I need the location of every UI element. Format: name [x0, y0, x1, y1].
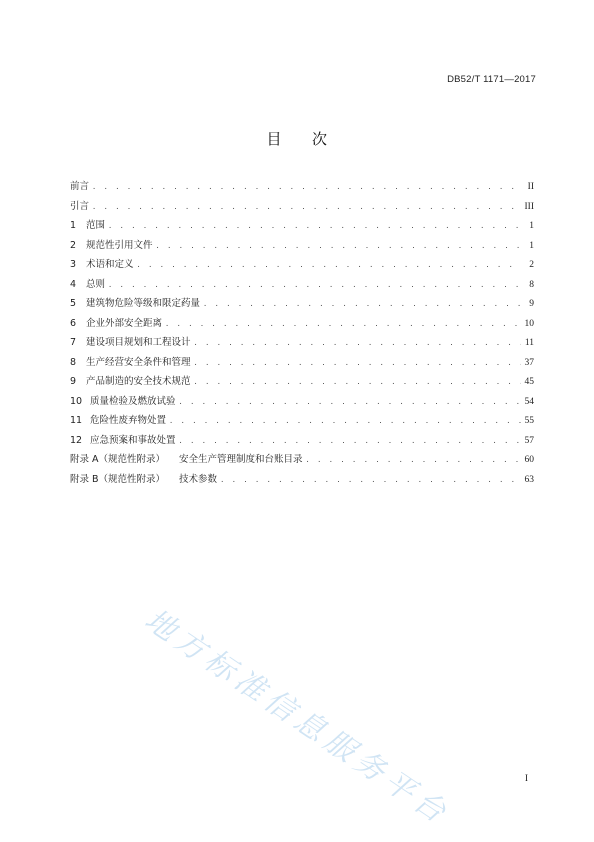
toc-entry-page: II: [527, 182, 534, 192]
toc-leader-dots: [169, 417, 521, 425]
toc-entry-label: 生产经营安全条件和管理: [86, 356, 191, 368]
toc-entry-page: 1: [529, 240, 534, 251]
toc-entry-section-9[interactable]: [70, 373, 534, 393]
toc-entry-section-12[interactable]: [70, 432, 534, 452]
toc-entry-page: 11: [524, 338, 534, 348]
toc-entry-page: 8: [529, 279, 534, 290]
toc-entry-label: 总则: [86, 278, 106, 290]
toc-appendix-title: 技术参数: [179, 473, 218, 485]
toc-entry-foreword[interactable]: [70, 178, 534, 198]
toc-leader-dots: [156, 242, 521, 250]
toc-entry-number: 8: [70, 356, 77, 368]
toc-entry-page: 57: [524, 435, 534, 446]
toc-leader-dots: [179, 398, 521, 406]
toc-entry-section-1[interactable]: [70, 217, 534, 237]
toc-leader-dots: [92, 203, 521, 211]
toc-leader-dots: [194, 359, 521, 367]
toc-entry-page: III: [524, 201, 534, 212]
toc-entry-label: 前言: [70, 181, 90, 192]
standard-code: DB52/T 1171—2017: [447, 74, 536, 85]
toc-entry-label: 术语和定义: [86, 259, 134, 270]
toc-entry-section-8[interactable]: [70, 354, 534, 374]
toc-entry-page: 9: [529, 299, 534, 309]
toc-entry-number: 3: [70, 259, 77, 270]
toc-entry-label: 建设项目规划和工程设计: [86, 337, 191, 348]
toc-leader-dots: [92, 183, 521, 191]
toc-entry-page: 2: [529, 260, 534, 270]
toc-entry-number: 6: [70, 317, 77, 329]
toc-entry-number: 12: [70, 434, 83, 446]
toc-entry-section-10[interactable]: [70, 393, 534, 413]
toc-entry-label: 规范性引用文件: [86, 239, 153, 251]
toc-leader-dots: [137, 261, 521, 269]
toc-entry-section-3[interactable]: [70, 256, 534, 276]
toc-appendix-annex: 附录 B（规范性附录）: [70, 473, 166, 485]
toc-entry-section-4[interactable]: [70, 276, 534, 296]
toc-entry-label: 产品制造的安全技术规范: [86, 376, 191, 387]
toc-entry-number: 5: [70, 298, 77, 309]
toc-entry-introduction[interactable]: [70, 198, 534, 218]
toc-entry-label: 应急预案和事故处置: [90, 434, 176, 446]
toc-entry-number: 2: [70, 239, 77, 251]
toc-entry-number: 10: [70, 395, 83, 407]
toc-leader-dots: [108, 281, 521, 289]
toc-leader-dots: [194, 378, 521, 386]
toc-leader-dots: [179, 437, 521, 445]
toc-entry-page: 60: [524, 455, 534, 465]
toc-entry-page: 54: [524, 396, 534, 407]
toc-title-char-1: 目: [266, 130, 282, 148]
toc-entry-appendix-b[interactable]: [70, 471, 534, 491]
toc-title: [0, 128, 594, 149]
toc-entry-page: 10: [524, 318, 534, 329]
toc-entry-page: 55: [524, 416, 534, 426]
toc-entry-appendix-a[interactable]: [70, 451, 534, 471]
toc-entry-number: 1: [70, 220, 77, 231]
toc-entry-section-11[interactable]: [70, 412, 534, 432]
toc-appendix-title: 安全生产管理制度和台账目录: [179, 454, 303, 465]
toc-entry-label: 企业外部安全距离: [86, 317, 163, 329]
toc-leader-dots: [194, 339, 521, 347]
toc-appendix-annex: 附录 A（规范性附录）: [70, 454, 166, 465]
toc-entry-page: 45: [524, 377, 534, 387]
toc-entry-number: 4: [70, 278, 77, 290]
toc-title-char-2: 次: [312, 130, 328, 148]
toc-entry-number: 7: [70, 337, 77, 348]
table-of-contents: [70, 178, 534, 490]
page-number: I: [524, 774, 528, 784]
toc-leader-dots: [220, 476, 521, 484]
toc-entry-label: 建筑物危险等级和限定药量: [86, 298, 201, 309]
toc-leader-dots: [306, 456, 521, 464]
toc-entry-label: 范围: [86, 220, 106, 231]
toc-entry-page: 63: [524, 474, 534, 485]
toc-entry-section-6[interactable]: [70, 315, 534, 335]
toc-entry-section-5[interactable]: [70, 295, 534, 315]
toc-entry-page: 1: [529, 221, 534, 231]
watermark: 地方标准信息服务平台: [138, 602, 457, 833]
toc-leader-dots: [203, 300, 521, 308]
toc-entry-section-2[interactable]: [70, 237, 534, 257]
toc-entry-label: 危险性废弃物处置: [90, 415, 167, 426]
toc-entry-label: 质量检验及燃放试验: [90, 395, 176, 407]
toc-leader-dots: [165, 320, 521, 328]
toc-entry-number: 9: [70, 376, 77, 387]
toc-entry-page: 37: [524, 357, 534, 368]
toc-entry-section-7[interactable]: [70, 334, 534, 354]
toc-entry-number: 11: [70, 415, 83, 426]
toc-leader-dots: [108, 222, 521, 230]
toc-entry-label: 引言: [70, 200, 90, 212]
